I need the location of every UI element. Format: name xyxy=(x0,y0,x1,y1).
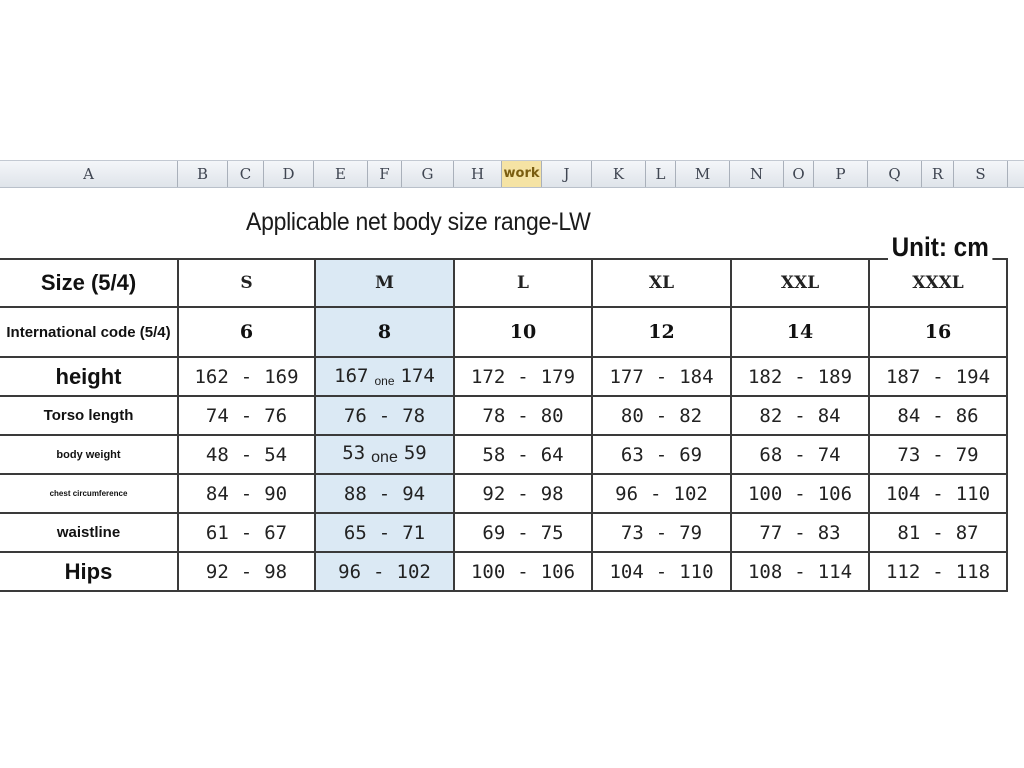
range-separator: - xyxy=(517,365,529,388)
range-low-value: 104 xyxy=(885,482,921,505)
range-cell xyxy=(454,474,592,513)
range-high-value: 79 xyxy=(955,443,979,466)
column-header[interactable]: P xyxy=(814,161,868,187)
range-high-value: 82 xyxy=(679,404,703,427)
range-low-value: 53 xyxy=(342,442,366,464)
column-header[interactable]: K xyxy=(592,161,646,187)
range-low-value: 182 xyxy=(747,365,783,388)
range-low-value: 84 xyxy=(897,404,921,427)
range-high-value: 79 xyxy=(679,521,703,544)
range-cell xyxy=(731,552,869,591)
range-separator: - xyxy=(373,560,385,583)
range-low-value: 108 xyxy=(747,560,783,583)
column-header[interactable]: B xyxy=(178,161,228,187)
range-separator: - xyxy=(932,365,944,388)
range-high-value: 110 xyxy=(955,482,991,505)
height-row xyxy=(0,357,1007,396)
range-separator: - xyxy=(517,404,529,427)
range-high-value: 94 xyxy=(402,482,426,505)
body-weight-row xyxy=(0,435,1007,474)
range-cell xyxy=(178,396,315,435)
range-cell xyxy=(869,357,1007,396)
range-cell xyxy=(731,357,869,396)
range-separator: - xyxy=(932,560,944,583)
column-header[interactable]: S xyxy=(954,161,1008,187)
range-low-value: 104 xyxy=(609,560,644,583)
range-high-value: 64 xyxy=(540,443,564,466)
range-low-value: 73 xyxy=(897,443,921,466)
international-code-cell: 16 xyxy=(869,307,1007,357)
range-cell xyxy=(592,357,731,396)
range-separator: - xyxy=(932,482,944,505)
range-cell xyxy=(731,435,869,474)
range-separator: - xyxy=(240,560,253,583)
size-header-cell: S xyxy=(178,259,315,307)
range-high-value: 84 xyxy=(817,404,841,427)
range-separator: - xyxy=(240,443,253,466)
range-low-value: 58 xyxy=(482,443,506,466)
range-separator: - xyxy=(655,443,668,466)
column-header[interactable]: R xyxy=(922,161,954,187)
range-cell xyxy=(315,396,454,435)
range-separator: one xyxy=(371,449,398,466)
range-separator: - xyxy=(932,443,944,466)
column-header[interactable]: A xyxy=(0,161,178,187)
range-low-value: 48 xyxy=(205,443,229,466)
range-low-value: 76 xyxy=(343,404,367,427)
range-high-value: 189 xyxy=(817,365,853,388)
range-low-value: 77 xyxy=(759,521,783,544)
range-separator: - xyxy=(655,365,668,388)
range-low-value: 162 xyxy=(194,365,229,388)
column-header[interactable]: N xyxy=(730,161,784,187)
range-separator: - xyxy=(517,443,529,466)
size-header-cell: XXXL xyxy=(869,259,1007,307)
column-header[interactable]: O xyxy=(784,161,814,187)
range-separator: - xyxy=(240,404,253,427)
range-high-value: 54 xyxy=(264,443,288,466)
range-low-value: 177 xyxy=(609,365,644,388)
range-low-value: 92 xyxy=(482,482,506,505)
range-high-value: 74 xyxy=(817,443,841,466)
range-low-value: 84 xyxy=(205,482,229,505)
range-separator: - xyxy=(378,482,391,505)
row-label: body weight xyxy=(0,435,178,474)
range-cell xyxy=(869,552,1007,591)
range-low-value: 69 xyxy=(482,521,506,544)
range-cell xyxy=(592,552,731,591)
size-header-cell: XL xyxy=(592,259,731,307)
range-separator: - xyxy=(932,404,944,427)
range-low-value: 63 xyxy=(620,443,644,466)
column-header[interactable]: J xyxy=(542,161,592,187)
range-high-value: 114 xyxy=(817,560,853,583)
range-high-value: 86 xyxy=(955,404,979,427)
range-low-value: 187 xyxy=(885,365,921,388)
range-low-value: 167 xyxy=(334,365,369,387)
range-cell xyxy=(315,435,454,474)
unit-label: Unit: cm xyxy=(888,232,992,263)
column-header[interactable]: Q xyxy=(868,161,922,187)
column-header[interactable]: M xyxy=(676,161,730,187)
range-low-value: 68 xyxy=(759,443,783,466)
range-high-value: 69 xyxy=(679,443,703,466)
range-separator: - xyxy=(517,521,529,544)
range-low-value: 61 xyxy=(205,521,229,544)
size-chart-table xyxy=(0,258,1008,592)
range-separator: - xyxy=(240,365,253,388)
range-cell xyxy=(731,474,869,513)
torso-length-row xyxy=(0,396,1007,435)
range-low-value: 80 xyxy=(620,404,644,427)
column-header[interactable]: C xyxy=(228,161,264,187)
size-row xyxy=(0,259,1007,307)
range-cell xyxy=(454,357,592,396)
range-high-value: 98 xyxy=(264,560,288,583)
range-cell xyxy=(178,435,315,474)
range-cell xyxy=(869,513,1007,552)
range-low-value: 92 xyxy=(205,560,229,583)
spreadsheet-column-header-bar xyxy=(0,160,1024,188)
range-separator: - xyxy=(240,521,253,544)
range-separator: - xyxy=(794,560,806,583)
range-low-value: 96 xyxy=(615,482,639,505)
row-label: chest circumference xyxy=(0,474,178,513)
range-separator: - xyxy=(794,443,806,466)
range-high-value: 98 xyxy=(540,482,564,505)
range-high-value: 67 xyxy=(264,521,288,544)
column-header[interactable]: E xyxy=(314,161,368,187)
range-high-value: 78 xyxy=(402,404,426,427)
range-separator: - xyxy=(655,560,668,583)
range-cell xyxy=(178,552,315,591)
row-label: Torso length xyxy=(0,396,178,435)
range-high-value: 106 xyxy=(817,482,853,505)
range-low-value: 100 xyxy=(470,560,506,583)
range-low-value: 74 xyxy=(205,404,229,427)
column-header[interactable]: D xyxy=(264,161,314,187)
column-header[interactable]: G xyxy=(402,161,454,187)
range-separator: - xyxy=(655,404,668,427)
range-cell xyxy=(315,552,454,591)
international-code-label: International code (5/4) xyxy=(0,307,178,357)
international-code-cell: 8 xyxy=(315,307,454,357)
range-cell xyxy=(454,396,592,435)
range-low-value: 88 xyxy=(343,482,367,505)
range-cell xyxy=(178,357,315,396)
column-header[interactable]: F xyxy=(368,161,402,187)
range-low-value: 81 xyxy=(897,521,921,544)
range-low-value: 78 xyxy=(482,404,506,427)
range-high-value: 110 xyxy=(679,560,714,583)
size-header-cell: XXL xyxy=(731,259,869,307)
range-separator: - xyxy=(378,521,391,544)
range-separator: - xyxy=(655,521,668,544)
chest-circumference-row xyxy=(0,474,1007,513)
range-high-value: 169 xyxy=(264,365,299,388)
range-cell xyxy=(315,474,454,513)
range-low-value: 73 xyxy=(620,521,644,544)
range-high-value: 80 xyxy=(540,404,564,427)
range-separator: - xyxy=(517,560,529,583)
range-cell xyxy=(178,474,315,513)
international-code-cell: 6 xyxy=(178,307,315,357)
international-code-cell: 14 xyxy=(731,307,869,357)
range-cell xyxy=(592,396,731,435)
range-separator: - xyxy=(932,521,944,544)
range-high-value: 184 xyxy=(679,365,714,388)
range-cell xyxy=(592,435,731,474)
size-header-cell: M xyxy=(315,259,454,307)
column-header[interactable]: H xyxy=(454,161,502,187)
range-separator: - xyxy=(650,482,662,505)
international-code-row xyxy=(0,307,1007,357)
row-label: waistline xyxy=(0,513,178,552)
range-cell xyxy=(315,513,454,552)
row-label: Hips xyxy=(0,552,178,591)
range-separator: - xyxy=(517,482,529,505)
range-cell xyxy=(178,513,315,552)
range-separator: one xyxy=(374,374,395,388)
range-cell xyxy=(869,474,1007,513)
range-high-value: 71 xyxy=(402,521,426,544)
range-separator: - xyxy=(794,404,806,427)
range-low-value: 65 xyxy=(343,521,367,544)
range-cell xyxy=(869,396,1007,435)
size-header-cell: L xyxy=(454,259,592,307)
range-cell xyxy=(592,513,731,552)
range-high-value: 90 xyxy=(264,482,288,505)
range-low-value: 172 xyxy=(470,365,506,388)
range-high-value: 174 xyxy=(400,365,435,387)
range-high-value: 83 xyxy=(817,521,841,544)
hips-row xyxy=(0,552,1007,591)
row-label: height xyxy=(0,357,178,396)
chart-title: Applicable net body size range-LW xyxy=(246,208,591,236)
column-header[interactable]: L xyxy=(646,161,676,187)
range-separator: - xyxy=(794,482,806,505)
range-separator: - xyxy=(240,482,253,505)
range-high-value: 179 xyxy=(540,365,576,388)
range-low-value: 82 xyxy=(759,404,783,427)
range-separator: - xyxy=(794,521,806,544)
range-high-value: 75 xyxy=(540,521,564,544)
column-header-selected[interactable]: work xyxy=(502,161,542,187)
range-high-value: 106 xyxy=(540,560,576,583)
range-cell xyxy=(592,474,731,513)
range-high-value: 102 xyxy=(396,560,431,583)
range-cell xyxy=(454,513,592,552)
range-high-value: 118 xyxy=(955,560,991,583)
range-cell xyxy=(731,396,869,435)
range-separator: - xyxy=(378,404,391,427)
waistline-row xyxy=(0,513,1007,552)
range-cell xyxy=(315,357,454,396)
range-high-value: 194 xyxy=(955,365,991,388)
range-cell xyxy=(454,552,592,591)
range-high-value: 59 xyxy=(403,442,427,464)
range-high-value: 87 xyxy=(955,521,979,544)
range-cell xyxy=(731,513,869,552)
size-row-label: Size (5/4) xyxy=(0,259,178,307)
range-cell xyxy=(454,435,592,474)
range-low-value: 96 xyxy=(338,560,362,583)
range-cell xyxy=(869,435,1007,474)
range-low-value: 112 xyxy=(885,560,921,583)
international-code-cell: 12 xyxy=(592,307,731,357)
international-code-cell: 10 xyxy=(454,307,592,357)
range-low-value: 100 xyxy=(747,482,783,505)
range-high-value: 102 xyxy=(673,482,708,505)
range-high-value: 76 xyxy=(264,404,288,427)
range-separator: - xyxy=(794,365,806,388)
